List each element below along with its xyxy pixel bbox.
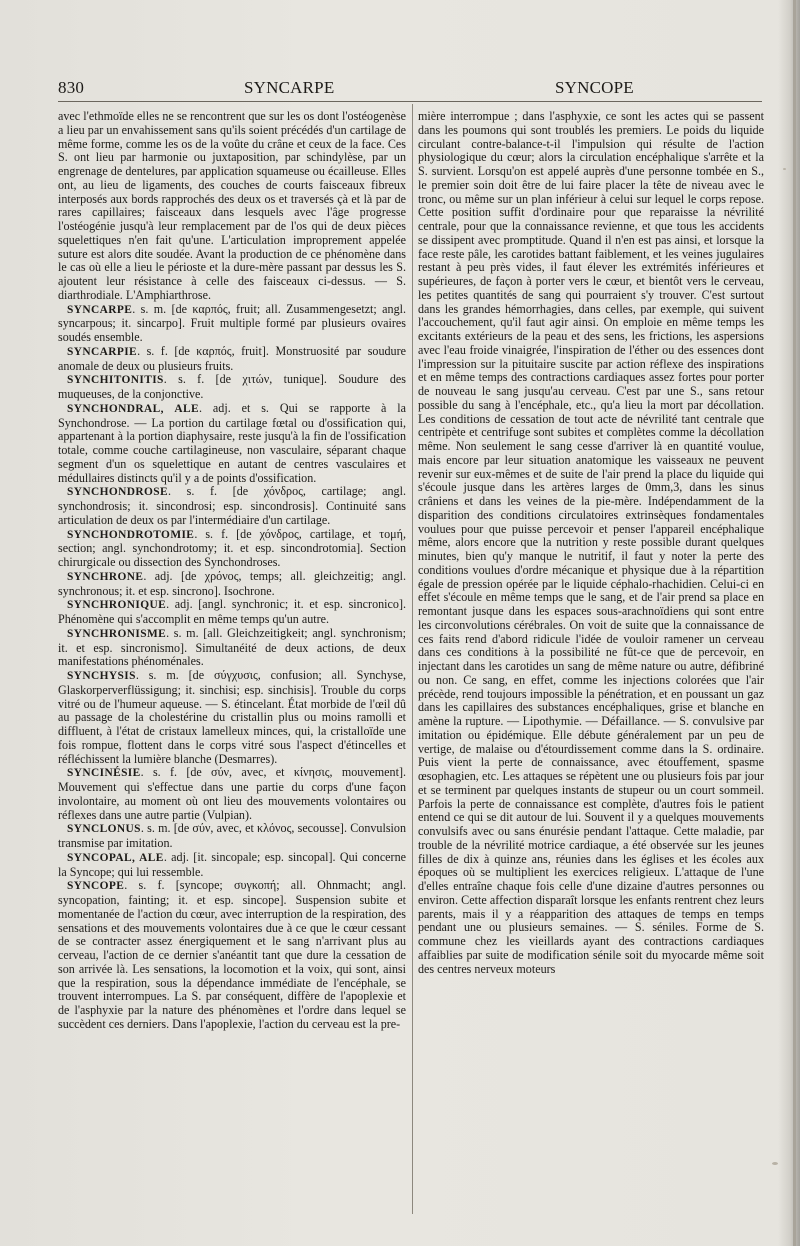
entry-paragraph: SYNCOPAL, ALE. adj. [it. sincopale; esp. sincopal]. Qui concerne la Syncope; qui lui ressemble.: [58, 849, 406, 879]
right-column: [418, 110, 764, 976]
headword: SYNCHONDRAL, ALE: [67, 402, 199, 415]
entry-paragraph: SYNCLONUS. s. m. [de σύν, avec, et κλόνος, secousse]. Convulsion transmise par imitation.: [58, 821, 406, 850]
headword: SYNCHRONE: [67, 570, 144, 583]
page-edge-line: [793, 0, 796, 1246]
entry-paragraph: SYNCARPIE. s. f. [de καρπός, fruit]. Monstruosité par soudure anomale de deux ou plusieurs fruits.: [58, 343, 406, 373]
page-edge-shadow: [778, 0, 800, 1246]
headword: SYNCHYSIS: [67, 670, 136, 682]
headword: SYNCHONDROTOMIE: [67, 528, 195, 541]
entry-paragraph: SYNCHRONIQUE. adj. [angl. synchronic; it. et esp. sincronico]. Phénomène qui s'accomplit en même temps qu'un autre.: [58, 597, 406, 626]
entry-paragraph: SYNCHRONE. adj. [de χρόνος, temps; all. gleichzeitig; angl. synchronous; it. et esp. sincrono]. Isochrone.: [58, 568, 406, 598]
headword: SYNCOPE: [67, 880, 125, 893]
entry-paragraph: SYNCHRONISME. s. m. [all. Gleichzeitigkeit; angl. synchronism; it. et esp. sincronismo]. Simultanéité de deux actions, de deux manifestations phénoménales.: [58, 625, 406, 669]
headword: SYNCHRONISME: [67, 627, 167, 640]
headword: SYNCOPAL, ALE: [67, 851, 164, 864]
entry-paragraph: SYNCHYSIS. s. m. [de σύγχυσις, confusion; all. Synchyse, Glaskorperverflüssigung; it. sinchisi; esp. sinchisis]. Trouble du corps vitré ou de l'humeur aqueuse. — S. étincelant. État morbide de l'œil dû au passage de la cholestérine du cristallin plus ou moins ramolli et diffluent, à l'état de cristaux lamelleux minces, qui, la cristalloïde une fois rompue, flottent dans le corps vitré sous l'aspect d'étincelles et réfléchissent la lumière blanche (Desmarres).: [58, 668, 406, 766]
entry-paragraph: SYNCHONDRAL, ALE. adj. et s. Qui se rapporte à la Synchondrose. — La portion du cartilage fœtal ou d'ossification qui, appartenant à la portion diaphysaire, reste jusqu'à la fin de l'ossification totale, comme couche cartilagineuse, non vasculaire, séparant chaque segment d'un os squelettique en autant de centres vasculaires et médullaires distincts qu'il y a de points d'ossification.: [58, 400, 406, 485]
headword: SYNCARPE: [67, 303, 133, 316]
headword: SYNCHITONITIS: [67, 374, 164, 387]
headword: SYNCINÉSIE: [67, 767, 141, 780]
entry-paragraph: SYNCHITONITIS. s. f. [de χιτών, tunique]. Soudure des muqueuses, de la conjonctive.: [58, 372, 406, 401]
entry-paragraph: SYNCARPE. s. m. [de καρπός, fruit; all. Zusammengesetzt; angl. syncarpous; it. sincarpo]. Fruit multiple formé par plusieurs ovaires soudés ensemble.: [58, 301, 406, 344]
entry-paragraph: mière interrompue ; dans l'asphyxie, ce sont les actes qui se passent dans les poumons qui sont troublés les premiers. Le poids du liquide circulant contre-balance-t-il l'impulsion qui résulte de l'action physiologique du cœur; alors la circulation encéphalique s'arrête et la S. survient. Lorsqu'on est appelé auprès d'une personne tombée en S., le premier soin doit être de lui faire placer la tête de niveau avec le tronc, ou même sur un plan inférieur à celui sur lequel le corps repose. Cette position suffit d'ordinaire pour que reparaisse la névrilité centrale, pour que la connaissance revienne, et que tous les accidents se dissipent avec promptitude. Quand il n'en est pas ainsi, et lorsque la face reste pâle, les carotides battant faiblement, et les veines jugulaires restant à peu près vides, il faut élever les extrémités inférieures et supérieures, de façon à porter vers le cœur, et bientôt vers le cerveau, les petites quantités de sang qui pourraient s'y trouver. C'est surtout dans les grandes hémorrhagies, dans celles, par exemple, qui suivent l'accouchement, qu'il faut agir ainsi. On emploie en même temps les excitants extérieurs de la peau et des sens, les frictions, les aspersions avec l'eau froide vinaigrée, l'inspiration de l'éther ou des essences dont l'impression sur la pituitaire suscite par action réflexe des inspirations et en même temps des contractions cardiaques assez fortes pour porter de nouveau le sang jusqu'au cerveau. C'est par une S., sans retour possible du sang à l'encéphale, etc., qu'a lieu la mort par décollation. Les conditions de cessation de tout acte de névrilité tant centrale que centripète et centrifuge sont subites et complètes comme la décollation même. Non seulement le sang cesse d'arriver là en quantité voulue, mais encore par leur situation anatomique les vaisseaux ne peuvent revenir sur eux-mêmes et de suite de l'air prend la place du liquide qui s'écoule jusque dans les artères larges de 0mm,3, dans les sinus crâniens et dans les veines de la pie-mère. Indépendamment de la disparition des conditions circulatoires extrinsèques fondamentales voulues pour que puisse percevoir et penser l'appareil encéphalique même, alors encore que la nutrition y reste possible durant quelques minutes, bien qu'y manque le nutritif, il faut y noter la perte des conditions voulues d'ordre mécanique et physique due à la répartition égale de pression opérée par le liquide céphalo-rhachidien. Celui-ci en effet s'écoule en même temps que le sang, et de l'air prend sa place en remontant jusque dans les espaces sous-arachnoïdiens qui sont entre les circonvolutions cérébrales. On voit de suite que la connaissance de ces faits rend d'abord ridicule l'idée de vouloir ramener un cerveau dans ces conditions à la possibilité ne fût-ce que de percevoir, en injectant dans les carotides un sang de même nature ou autre, défibriné ou non. Ce sang, en effet, comme les injections colorées que l'air précède, rend toujours impossible la pénétration, et en poussant un gaz dans les capillaires des substances encéphaliques, grise et blanche en amène la rupture. — Lipothymie. — Défaillance. — S. convulsive par imitation ou épidémique. Elle débute généralement par un peu de vertige, de malaise ou d'étourdissement comme dans la S. ordinaire. Puis vient la perte de connaissance, avec étouffement, spasme œsophagien, etc. Les attaques se répètent une ou plusieurs fois par jour et se terminent par quelques instants de stupeur ou un court sommeil. Parfois la perte de connaissance est complète, d'autres fois le patient entend ce qui se dit autour de lui. Souvent il y a quelques mouvements convulsifs avec ou sans énurésie pendant l'attaque. Cette maladie, par trouble de la névrilité motrice cardiaque, a été observée sur les jeunes filles de dix à quinze ans, réunies dans les églises et les écoles aux époques où se multiplient les exercices religieux. L'attaque de l'une d'elles entraîne chaque fois celle d'une dizaine d'autres personnes ou environ. Cette affection disparaît lorsque les enfants rentrent chez leurs parents, mais il y a réapparition des attaques de temps en temps pendant une ou plusieurs semaines. — S. séniles. Forme de S. commune chez les vieillards ayant des contractions cardiaques affaiblies par suite de modification sénile soit du myocarde même soit des centres nerveux moteurs: [418, 109, 764, 976]
page-number: 830: [58, 78, 85, 97]
entry-paragraph: SYNCINÉSIE. s. f. [de σύν, avec, et κίνησις, mouvement]. Mouvement qui s'effectue dans une partie du corps d'une façon involontaire, au moment où ont lieu des mouvements volontaires ou réflexes dans une autre partie (Vulpian).: [58, 765, 406, 822]
left-column: [58, 110, 406, 1032]
headword: SYNCHONDROSE: [67, 486, 169, 499]
left-running-title: SYNCARPE: [244, 78, 335, 97]
column-divider: [412, 104, 413, 1214]
entry-paragraph: SYNCOPE. s. f. [syncope; συγκοπή; all. Ohnmacht; angl. syncopation, fainting; it. et esp. sincope]. Suspension subite et momentanée de l'action du cœur, avec interruption de la respiration, des sensations et des mouvements volontaires due à ce que le cœur cessant de se contracter assez énergiquement et le sang n'arrivant plus au cerveau, l'action de ce dernier s'anéantit tant que dure la cessation de son arrivée là. Les sensations, la locomotion et la voix, qui sont, ainsi que la respiration, sous la dépendance immédiate de l'encéphale, se trouvent interrompues. La S. par conséquent, diffère de l'apoplexie et de l'asphyxie par la nature des phénomènes et l'ordre dans lequel se succèdent ces derniers. Dans l'apoplexie, l'action du cerveau est la pre-: [58, 878, 406, 1031]
paper-speck: [783, 168, 786, 170]
header-rule: [58, 101, 762, 102]
headword: SYNCLONUS: [67, 823, 141, 836]
entry-paragraph: avec l'ethmoïde elles ne se rencontrent que sur les os dont l'ostéogenèse a lieu par un envahissement sans qu'ils soient précédés d'un cartilage de même forme, comme les os de la voûte du crâne et ceux de la face. Ces S. ont lieu par harmonie ou juxtaposition, par schindylèse, par un engrenage de dentelures, par application squameuse ou écailleuse. Elles ont, au lieu de ligaments, des couches de courts faisceaux fibreux interposés aux bords rapprochés des deux os et traversés çà et là par de rares capillaires; faisceaux dans lesquels avec l'âge progresse l'ostéogénie jusqu'à leur remplacement par de l'os qui de deux pièces squelettiques n'en fait qu'une. L'articulation improprement appelée suture est alors dite soudée. Avant la production de ce phénomène dans le cas où elle a lieu le périoste et la dure-mère passant par dessus les S. ajoutent leur résistance à celle des faisceaux ci-dessus. — S. diarthrodiale. L'Amphiarthrose.: [58, 109, 406, 302]
headword: SYNCARPIE: [67, 345, 138, 358]
entry-paragraph: SYNCHONDROTOMIE. s. f. [de χόνδρος, cartilage, et τομή, section; angl. synchondrotomy; it. et esp. sincondrotomia]. Section chirurgicale ou dissection des Synchondroses.: [58, 526, 406, 569]
headword: SYNCHRONIQUE: [67, 599, 167, 612]
entry-paragraph: SYNCHONDROSE. s. f. [de χόνδρος, cartilage; angl. synchondrosis; it. sincondrosi; esp. sincondrosis]. Continuité sans articulation de deux os par l'intermédiaire d'un cartilage.: [58, 484, 406, 527]
right-running-title: SYNCOPE: [555, 78, 634, 97]
paper-speck: [772, 1162, 778, 1165]
